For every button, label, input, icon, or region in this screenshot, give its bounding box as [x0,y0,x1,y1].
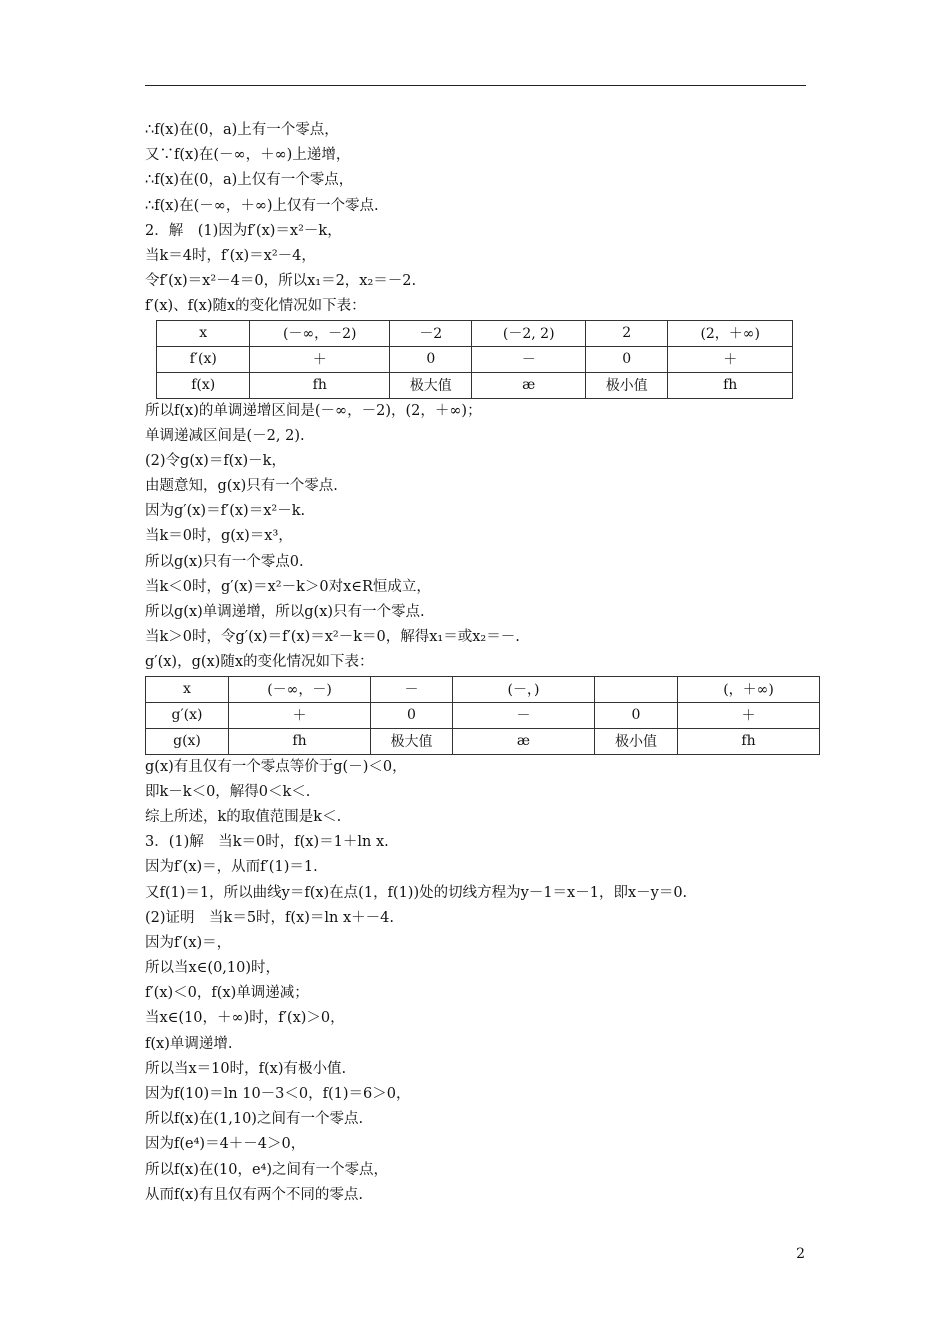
table-cell: g(x) [146,728,229,754]
table-cell: 极小值 [586,372,668,398]
table-cell: 0 [371,702,453,728]
table-cell: 极大值 [390,372,472,398]
text-line: ∴f(x)在(0，a)上仅有一个零点， [145,172,354,189]
variation-table-g [145,676,820,755]
table-row [146,676,820,702]
table-cell: － [453,702,595,728]
table-cell: －2 [390,320,472,346]
table-cell: 极小值 [595,728,678,754]
text-line: 由题意知，g(x)只有一个零点. [145,478,338,495]
table-cell: ＋ [229,702,371,728]
table-cell: (－2, 2) [472,320,586,346]
table-cell: 0 [586,346,668,372]
table-cell: fh [229,728,371,754]
table-row [157,372,793,398]
table-cell: － [472,346,586,372]
table-cell: ＋ [250,346,390,372]
text-line: 因为f′(x)＝， [145,934,232,951]
text-line: g′(x)，g(x)随x的变化情况如下表： [145,654,374,671]
text-line: 2．解 (1)因为f′(x)＝x²－k， [145,222,342,239]
table-cell: (－，) [453,676,595,702]
paragraph-group-c [145,755,806,1208]
table-row [157,346,793,372]
table-cell: ＋ [668,346,793,372]
table-cell: (2，＋∞) [668,320,793,346]
table-cell: fh [250,372,390,398]
table-cell: ＋ [678,702,820,728]
table-cell: 极大值 [371,728,453,754]
table-cell: fh [668,372,793,398]
text-line: (2)证明 当k＝5时，f(x)＝ln x＋－4. [145,909,395,926]
variation-table-f [156,320,793,399]
text-line: ∴f(x)在(0，a)上有一个零点， [145,122,339,138]
table-cell: 0 [595,702,678,728]
text-line: 单调递减区间是(－2, 2). [145,427,305,444]
text-line: 又∵f(x)在(－∞，＋∞)上递增， [145,147,351,164]
text-line: 综上所述，k的取值范围是k＜. [145,808,342,825]
text-line: 令f′(x)＝x²－4＝0，所以x₁＝2，x₂＝－2. [145,273,417,290]
text-line: 当k＝4时，f′(x)＝x²－4， [145,247,316,264]
text-line: ∴f(x)在(－∞，＋∞)上仅有一个零点. [145,197,379,214]
text-line: 从而f(x)有且仅有两个不同的零点. [145,1186,363,1203]
table-cell: － [371,676,453,702]
paragraph-group-a [145,118,806,320]
text-line: 所以g(x)单调递增，所以g(x)只有一个零点. [145,604,425,620]
table-cell [595,676,678,702]
text-line: 当k＞0时，令g′(x)＝f′(x)＝x²－k＝0，解得x₁＝或x₂＝－. [145,629,520,646]
table-cell: f(x) [157,372,250,398]
text-line: 又f(1)＝1，所以曲线y＝f(x)在点(1，f(1))处的切线方程为y－1＝x－1，即x－y＝0. [145,884,688,901]
table-cell: 0 [390,346,472,372]
table-cell: f′(x) [157,346,250,372]
text-line: 因为f(10)＝ln 10－3＜0，f(1)＝6＞0， [145,1086,411,1102]
table-cell: (，＋∞) [678,676,820,702]
paragraph-group-b [145,399,806,676]
text-line: 所以f(x)在(10，e⁴)之间有一个零点， [145,1161,389,1178]
text-line: 3．(1)解 当k＝0时，f(x)＝1＋ln x. [145,834,389,851]
text-line: 所以当x＝10时，f(x)有极小值. [145,1060,347,1077]
text-line: f(x)单调递增. [145,1035,233,1052]
text-line: 所以f(x)的单调递增区间是(－∞，－2)，(2，＋∞)； [145,402,482,419]
table-cell: x [157,320,250,346]
text-line: f′(x)＜0，f(x)单调递减； [145,985,309,1002]
text-line: 因为f′(x)＝，从而f′(1)＝1. [145,859,318,876]
text-line: g(x)有且仅有一个零点等价于g(－)＜0， [145,758,407,775]
text-line: 因为g′(x)＝f′(x)＝x²－k. [145,503,306,520]
table-cell: fh [678,728,820,754]
table-cell: æ [453,728,595,754]
page-number: 2 [796,1246,805,1262]
table-row [146,728,820,754]
text-line: 所以当x∈(0,10)时， [145,960,281,977]
table-cell: g′(x) [146,702,229,728]
text-line: 当k＜0时，g′(x)＝x²－k＞0对x∈R恒成立， [145,578,431,595]
text-line: 所以g(x)只有一个零点0. [145,553,304,570]
table-row [157,320,793,346]
table-row [146,702,820,728]
text-line: 当k＝0时，g(x)＝x³， [145,528,293,545]
table-cell: (－∞，－) [229,676,371,702]
table-cell: x [146,676,229,702]
text-line: 当x∈(10，＋∞)时，f′(x)＞0， [145,1010,345,1027]
table-cell: 2 [586,320,668,346]
text-line: f′(x)、f(x)随x的变化情况如下表： [145,298,366,315]
document-body [145,118,806,1208]
text-line: 因为f(e⁴)＝4＋－4＞0， [145,1136,306,1153]
table-cell: æ [472,372,586,398]
text-line: (2)令g(x)＝f(x)－k， [145,452,286,469]
header-rule [145,85,806,86]
table-cell: (－∞，－2) [250,320,390,346]
text-line: 即k－k＜0，解得0＜k＜. [145,783,311,800]
text-line: 所以f(x)在(1,10)之间有一个零点. [145,1111,364,1128]
